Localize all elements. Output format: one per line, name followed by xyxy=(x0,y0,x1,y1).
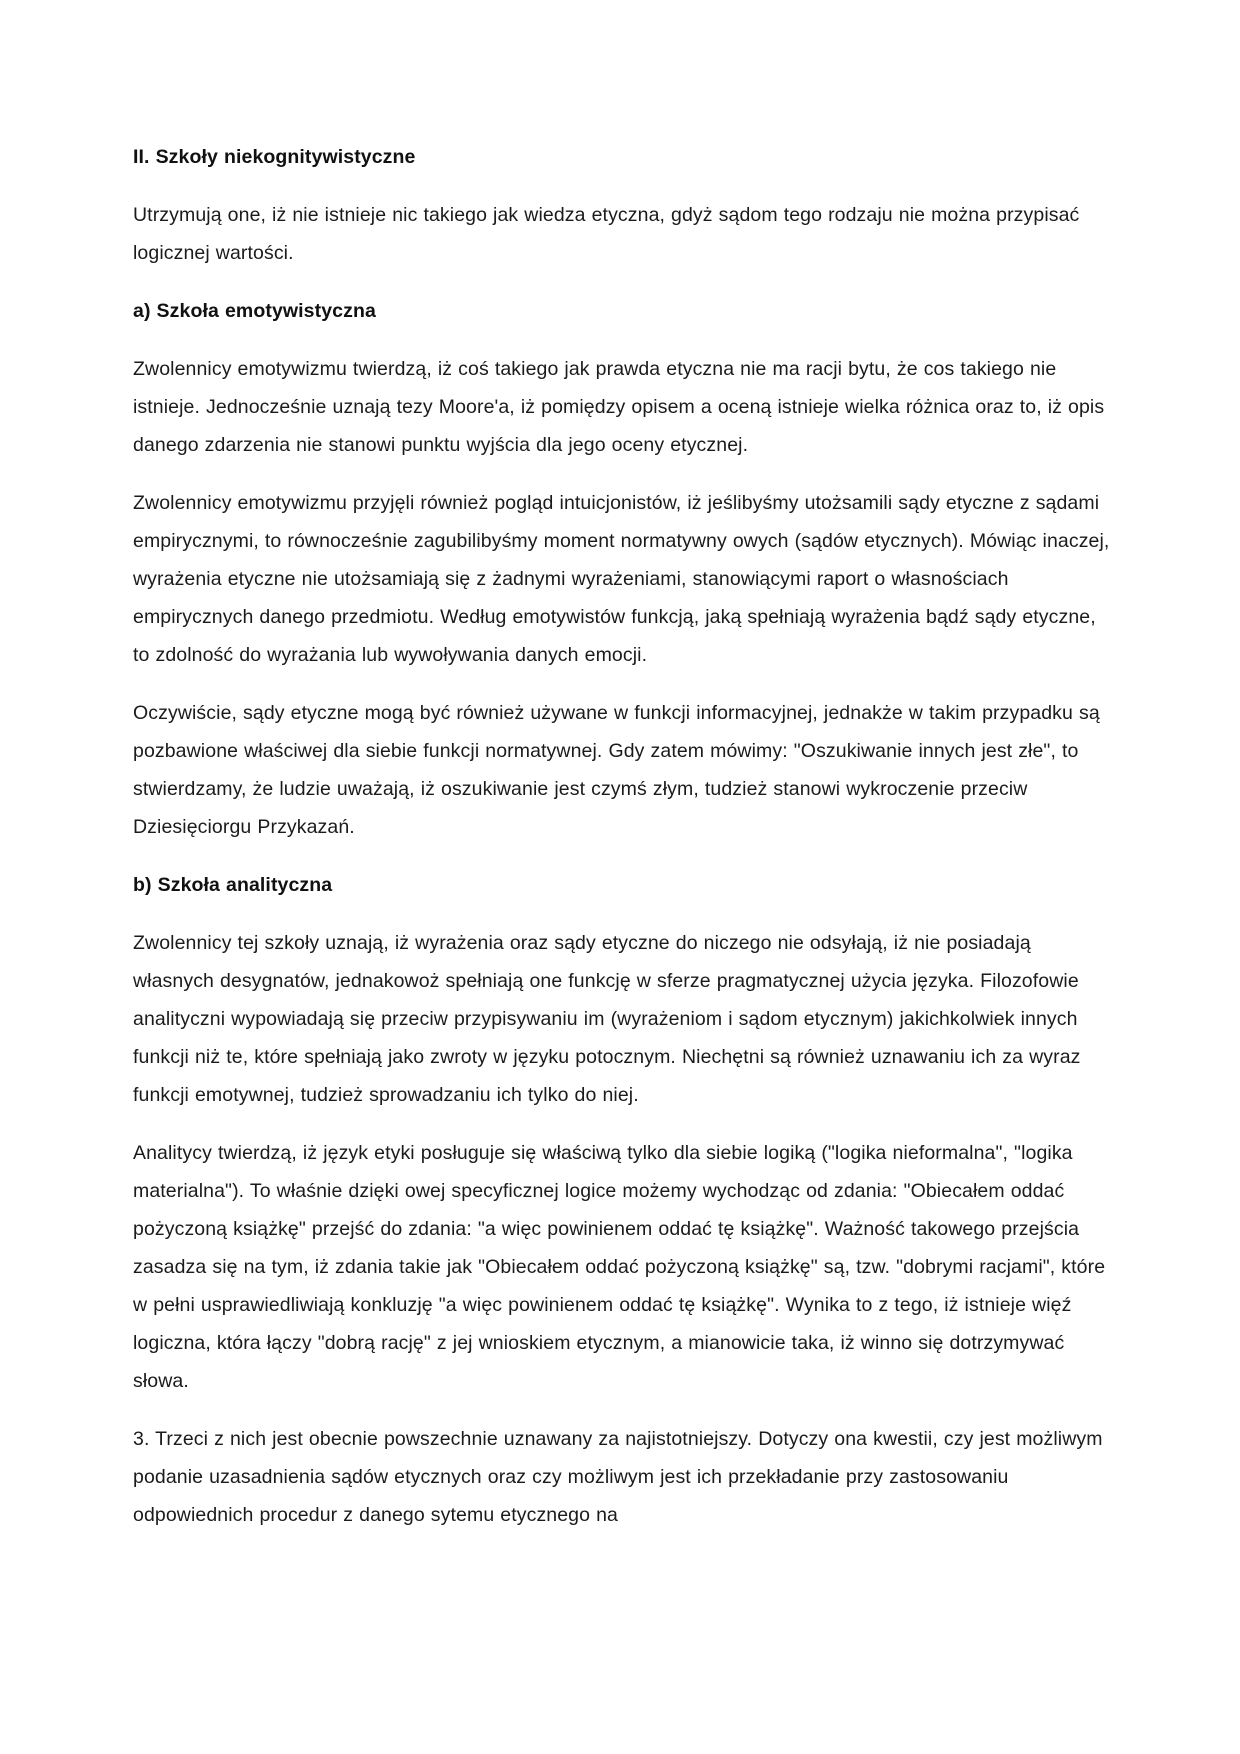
section-heading-analytic-school: b) Szkoła analityczna xyxy=(133,874,333,896)
paragraph-emotivism-1: Zwolennicy emotywizmu twierdzą, iż coś takiego jak prawda etyczna nie ma racji bytu, że cos takiego nie istnieje. Jednocześnie uznają tezy Moore'a, iż pomiędzy opisem a oceną istnieje wielka różnica oraz to, iż opis danego zdarzenia nie stanowi punktu wyjścia dla jego oceny etycznej. xyxy=(133,358,1105,456)
paragraph-third-issue: 3. Trzeci z nich jest obecnie powszechnie uznawany za najistotniejszy. Dotyczy ona kwestii, czy jest możliwym podanie uzasadnienia sądów etycznych oraz czy możliwym jest ich przekładanie przy zastosowaniu odpowiednich procedur z danego sytemu etycznego na xyxy=(133,1428,1103,1526)
section-heading-emotivist-school: a) Szkoła emotywistyczna xyxy=(133,300,376,322)
paragraph-emotivism-3: Oczywiście, sądy etyczne mogą być również używane w funkcji informacyjnej, jednakże w takim przypadku są pozbawione właściwej dla siebie funkcji normatywnej. Gdy zatem mówimy: "Oszukiwanie innych jest złe", to stwierdzamy, że ludzie uważają, iż oszukiwanie jest czymś złym, tudzież stanowi wykroczenie przeciw Dziesięciorgu Przykazań. xyxy=(133,702,1100,838)
paragraph-intro: Utrzymują one, iż nie istnieje nic takiego jak wiedza etyczna, gdyż sądom tego rodzaju nie można przypisać logicznej wartości. xyxy=(133,204,1080,264)
paragraph-emotivism-2: Zwolennicy emotywizmu przyjęli również pogląd intuicjonistów, iż jeślibyśmy utożsamili sądy etyczne z sądami empirycznymi, to równocześnie zagubilibyśmy moment normatywny owych (sądów etycznych). Mówiąc inaczej, wyrażenia etyczne nie utożsamiają się z żadnymi wyrażeniami, stanowiącymi raport o własnościach empirycznych danego przedmiotu. Według emotywistów funkcją, jaką spełniają wyrażenia bądź sądy etyczne, to zdolność do wyrażania lub wywoływania danych emocji. xyxy=(133,492,1110,666)
paragraph-analytic-2: Analitycy twierdzą, iż język etyki posługuje się właściwą tylko dla siebie logiką ("logika nieformalna", "logika materialna"). To właśnie dzięki owej specyficznej logice możemy wychodząc od zdania: "Obiecałem oddać pożyczoną książkę" przejść do zdania: "a więc powinienem oddać tę książkę". Ważność takowego przejścia zasadza się na tym, iż zdania takie jak "Obiecałem oddać pożyczoną książkę" są, tzw. "dobrymi racjami", które w pełni usprawiedliwiają konkluzję "a więc powinienem oddać tę książkę". Wynika to z tego, iż istnieje więź logiczna, która łączy "dobrą rację" z jej wnioskiem etycznym, a mianowicie taka, iż winno się dotrzymywać słowa. xyxy=(133,1142,1106,1392)
section-heading-noncognitivist-schools: II. Szkoły niekognitywistyczne xyxy=(133,146,416,168)
paragraph-analytic-1: Zwolennicy tej szkoły uznają, iż wyrażenia oraz sądy etyczne do niczego nie odsyłają, iż nie posiadają własnych desygnatów, jednakowoż spełniają one funkcję w sferze pragmatycznej użycia języka. Filozofowie analityczni wypowiadają się przeciw przypisywaniu im (wyrażeniom i sądom etycznym) jakichkolwiek innych funkcji niż te, które spełniają jako zwroty w języku potocznym. Niechętni są również uznawaniu ich za wyraz funkcji emotywnej, tudzież sprowadzaniu ich tylko do niej. xyxy=(133,932,1081,1106)
